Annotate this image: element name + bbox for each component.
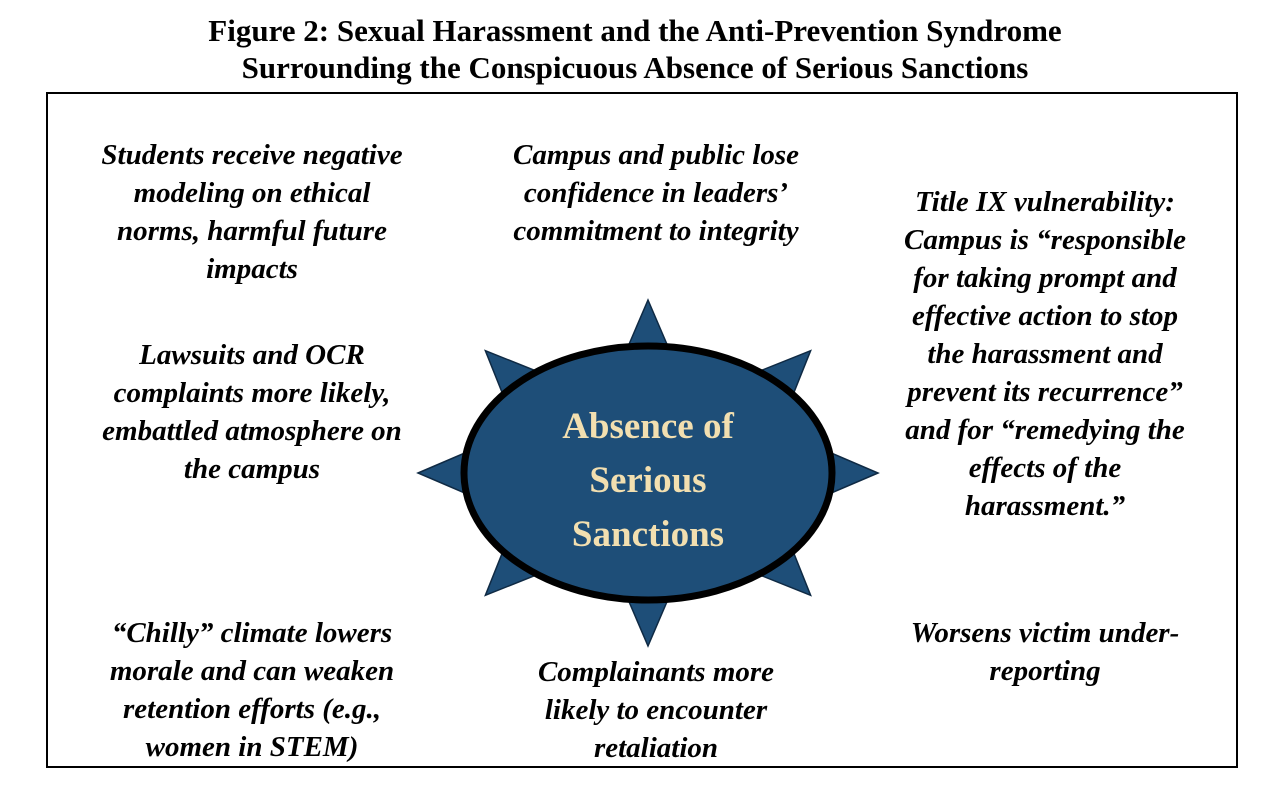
caption-line: complaints more likely,: [113, 377, 391, 409]
caption-line: commitment to integrity: [513, 215, 799, 247]
caption-line: reporting: [989, 655, 1101, 687]
caption-lost-confidence: [466, 136, 846, 250]
caption-line: prevent its recurrence”: [907, 376, 1183, 408]
caption-lawsuits: [62, 336, 442, 488]
caption-line: Campus and public lose: [512, 139, 800, 171]
caption-line: Campus is “responsible: [904, 224, 1186, 256]
caption-line: retention efforts (e.g.,: [122, 693, 382, 725]
caption-underreporting: [860, 614, 1230, 690]
caption-line: “Chilly” climate lowers: [111, 617, 393, 649]
caption-line: Worsens victim under-: [910, 617, 1180, 649]
hub-label-line-3: Sanctions: [571, 514, 725, 555]
caption-line: effective action to stop: [911, 300, 1179, 332]
caption-line: and for “remedying the: [905, 414, 1185, 446]
caption-line: the harassment and: [927, 338, 1163, 370]
caption-line: confidence in leaders’: [523, 177, 789, 209]
caption-line: for taking prompt and: [913, 262, 1177, 294]
caption-line: Complainants more: [537, 656, 775, 688]
caption-line: harassment.”: [964, 490, 1126, 522]
caption-students-negative-modeling: [62, 136, 442, 288]
caption-line: Students receive negative: [101, 139, 403, 171]
caption-line: the campus: [183, 453, 321, 485]
caption-line: likely to encounter: [544, 694, 768, 726]
hub-label-line-1: Absence of: [562, 406, 734, 447]
caption-line: modeling on ethical: [133, 177, 371, 209]
caption-line: Lawsuits and OCR: [139, 339, 365, 371]
caption-title-ix-vulnerability: [860, 183, 1230, 525]
figure-title-line-2: Surrounding the Conspicuous Absence of Serious Sanctions: [241, 50, 1029, 85]
caption-line: impacts: [206, 253, 298, 285]
hub-label: [500, 400, 796, 562]
caption-line: embattled atmosphere on: [102, 415, 402, 447]
hub-label-line-2: Serious: [589, 460, 707, 501]
figure-title-line-1: Figure 2: Sexual Harassment and the Anti-Prevention Syndrome: [208, 13, 1062, 48]
caption-line: Title IX vulnerability:: [915, 186, 1175, 218]
caption-retaliation: [466, 653, 846, 767]
caption-line: retaliation: [593, 732, 719, 764]
caption-line: norms, harmful future: [117, 215, 387, 247]
caption-line: women in STEM): [145, 731, 359, 763]
caption-chilly-climate: [62, 614, 442, 766]
caption-line: morale and can weaken: [109, 655, 395, 687]
caption-line: effects of the: [968, 452, 1122, 484]
